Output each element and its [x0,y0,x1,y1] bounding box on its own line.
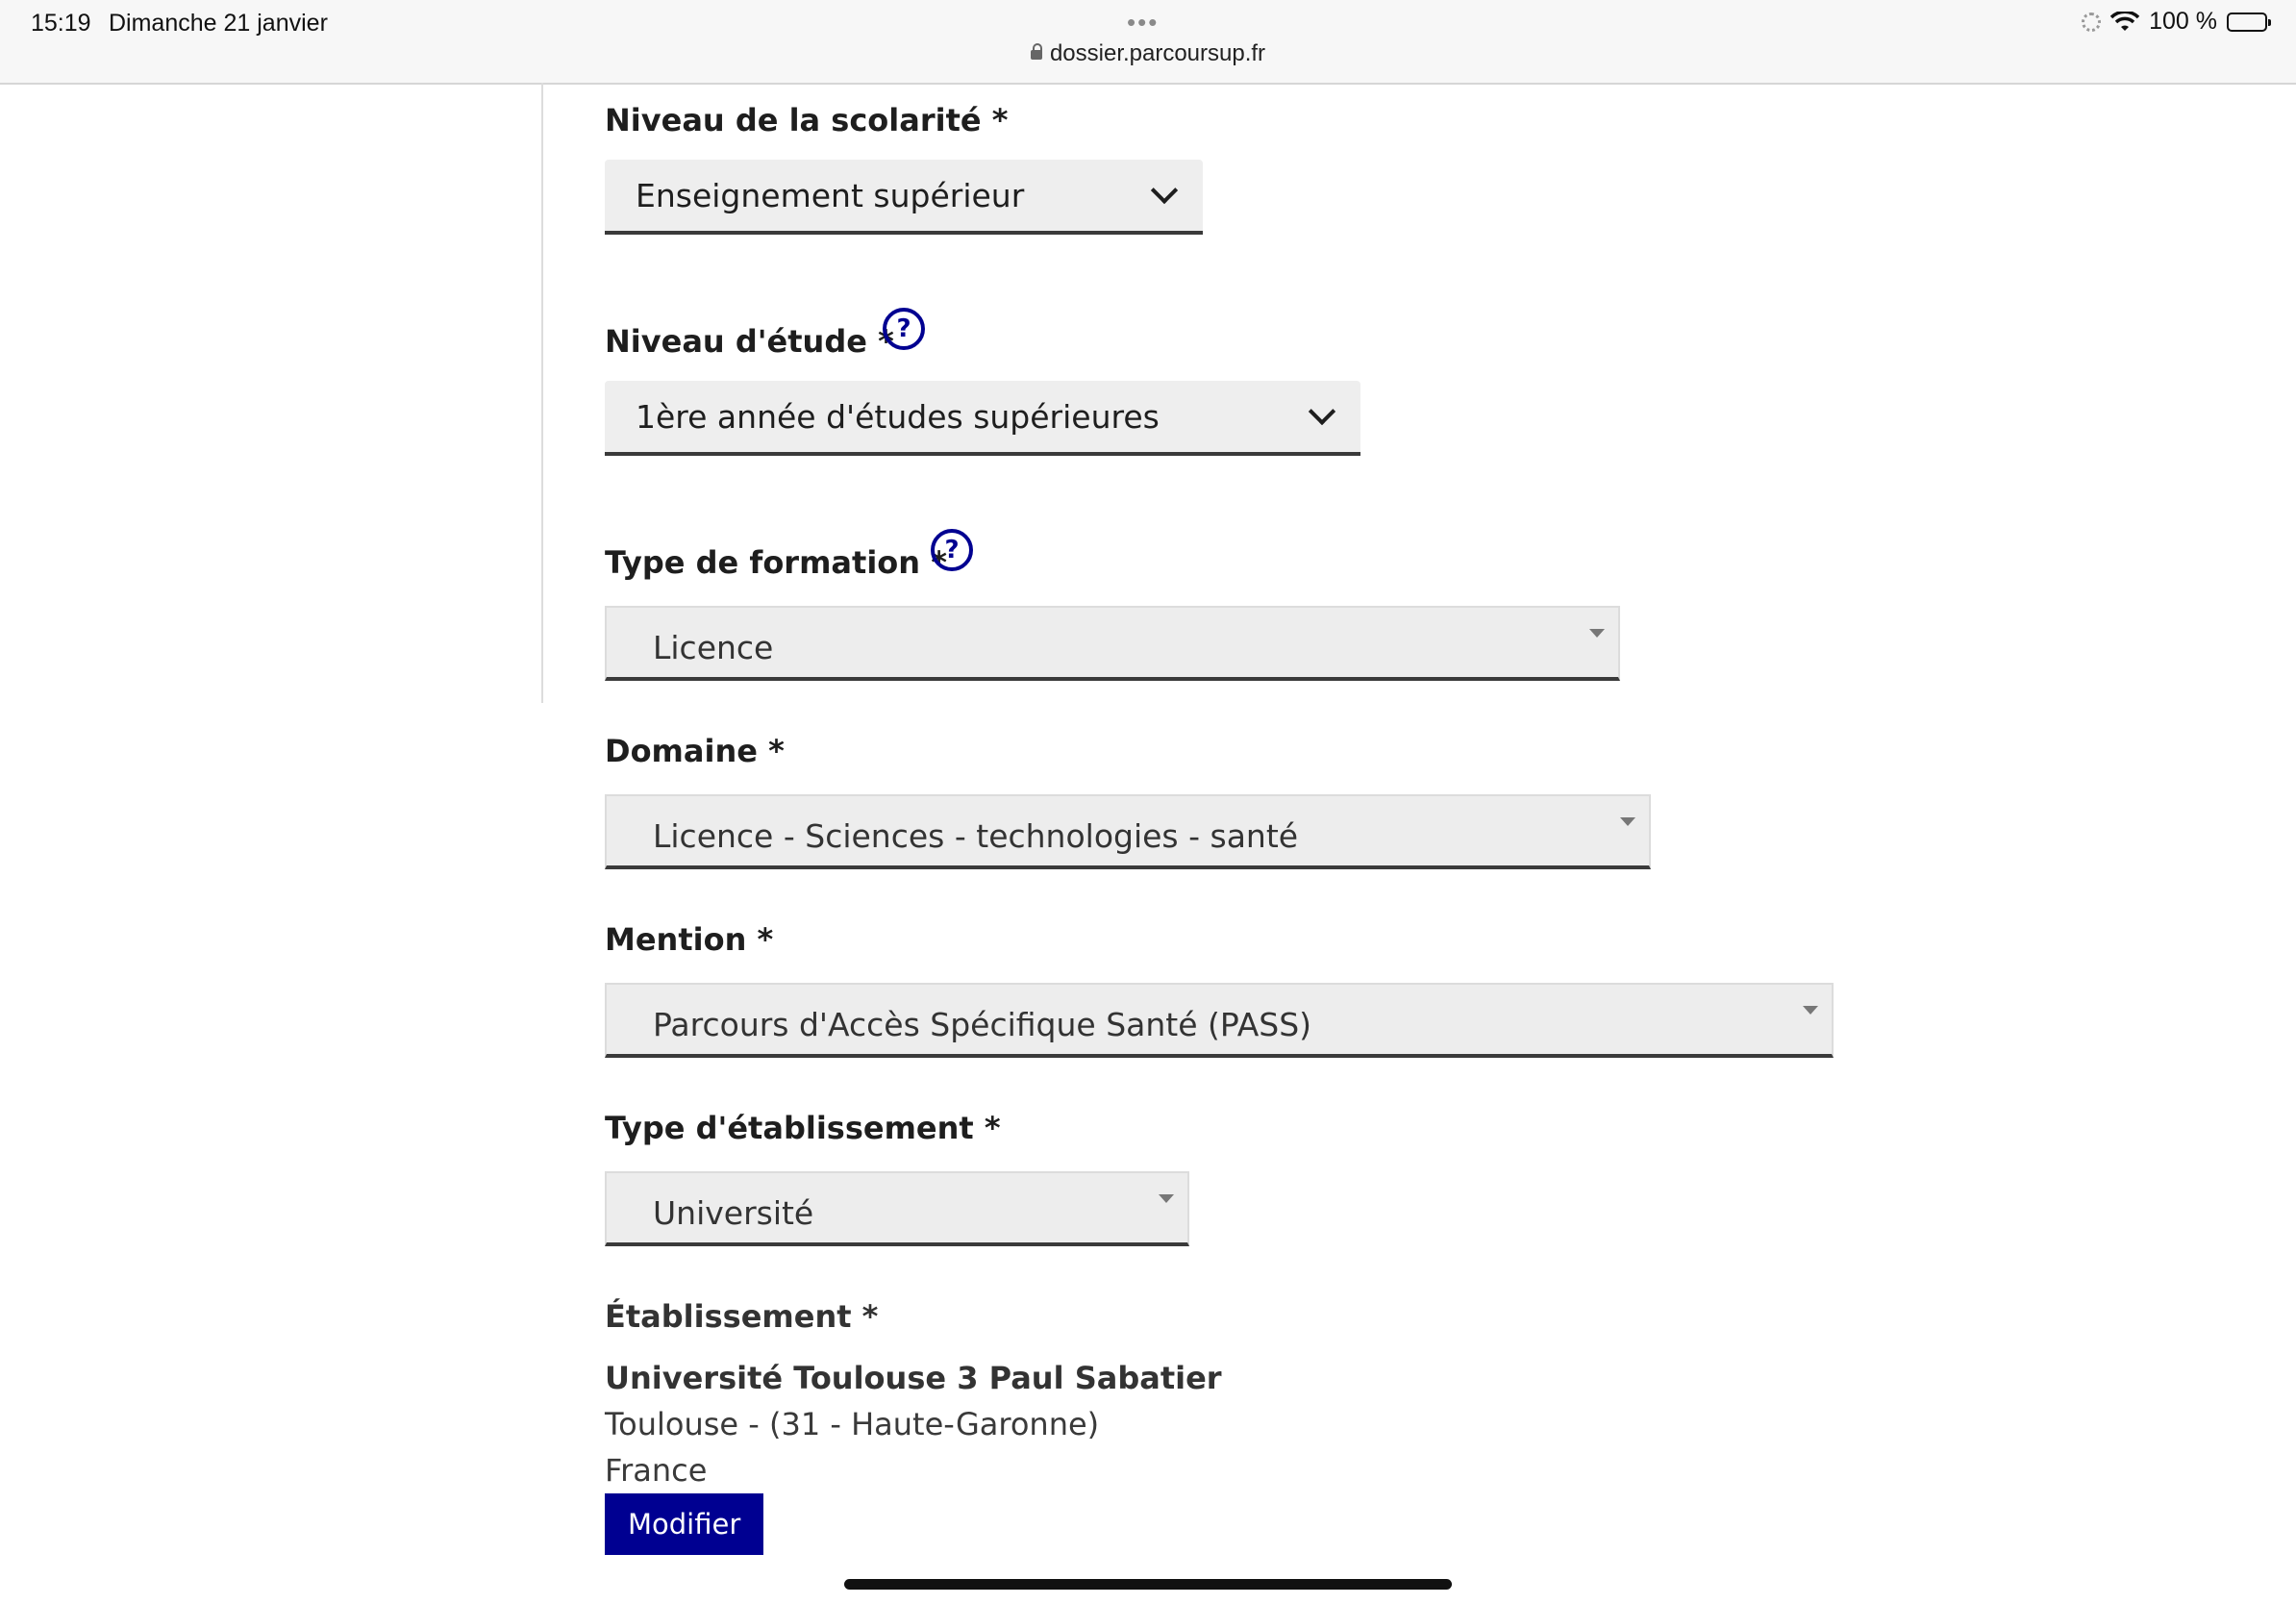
battery-icon [2227,13,2267,32]
niveau-scolarite-label: Niveau de la scolarité * [605,102,1009,138]
type-etablissement-select[interactable] [605,1171,1189,1246]
date: Dimanche 21 janvier [109,10,328,37]
left-column-divider [541,83,543,703]
type-etablissement-value: Université [653,1194,814,1232]
niveau-scolarite-select[interactable] [605,160,1203,235]
niveau-etude-select[interactable] [605,381,1360,456]
status-bar [0,0,2296,85]
home-indicator[interactable] [844,1579,1452,1590]
domaine-label: Domaine * [605,733,785,769]
system-indicators [2082,8,2267,36]
mention-label: Mention * [605,921,774,958]
type-formation-select[interactable] [605,606,1620,681]
url-text: dossier.parcoursup.fr [1049,40,1266,66]
dropdown-arrow-icon [1589,629,1605,638]
multitasking-dots-icon[interactable]: ••• [1127,8,1160,37]
chevron-down-icon [1151,177,1178,204]
etablissement-location: Toulouse - (31 - Haute-Garonne) [605,1406,1100,1442]
dropdown-arrow-icon [1803,1006,1818,1015]
type-formation-help-icon[interactable]: ? [931,529,973,571]
clock: 15:19 [31,10,91,37]
niveau-etude-help-icon[interactable]: ? [883,308,925,350]
type-etablissement-label: Type d'établissement * [605,1110,1001,1146]
dropdown-arrow-icon [1159,1194,1174,1203]
lock-icon [1031,50,1042,60]
etablissement-label: Établissement * [605,1298,879,1335]
niveau-scolarite-value: Enseignement supérieur [636,177,1025,214]
activity-spinner-icon [2082,13,2101,32]
domaine-select[interactable] [605,794,1651,869]
etablissement-country: France [605,1452,708,1489]
mention-select[interactable] [605,983,1834,1058]
battery-percent: 100 % [2149,8,2217,35]
niveau-etude-label: Niveau d'étude * [605,323,894,360]
chevron-down-icon [1309,398,1335,425]
domaine-value: Licence - Sciences - technologies - santé [653,817,1299,855]
type-formation-value: Licence [653,629,774,666]
type-formation-label: Type de formation * [605,544,947,581]
niveau-etude-value: 1ère année d'études supérieures [636,398,1160,436]
modifier-button[interactable]: Modifier [605,1493,763,1555]
wifi-icon [2110,12,2139,33]
mention-value: Parcours d'Accès Spécifique Santé (PASS) [653,1006,1312,1043]
address-bar[interactable] [0,40,2296,67]
dropdown-arrow-icon [1620,817,1635,826]
etablissement-name: Université Toulouse 3 Paul Sabatier [605,1360,1222,1396]
